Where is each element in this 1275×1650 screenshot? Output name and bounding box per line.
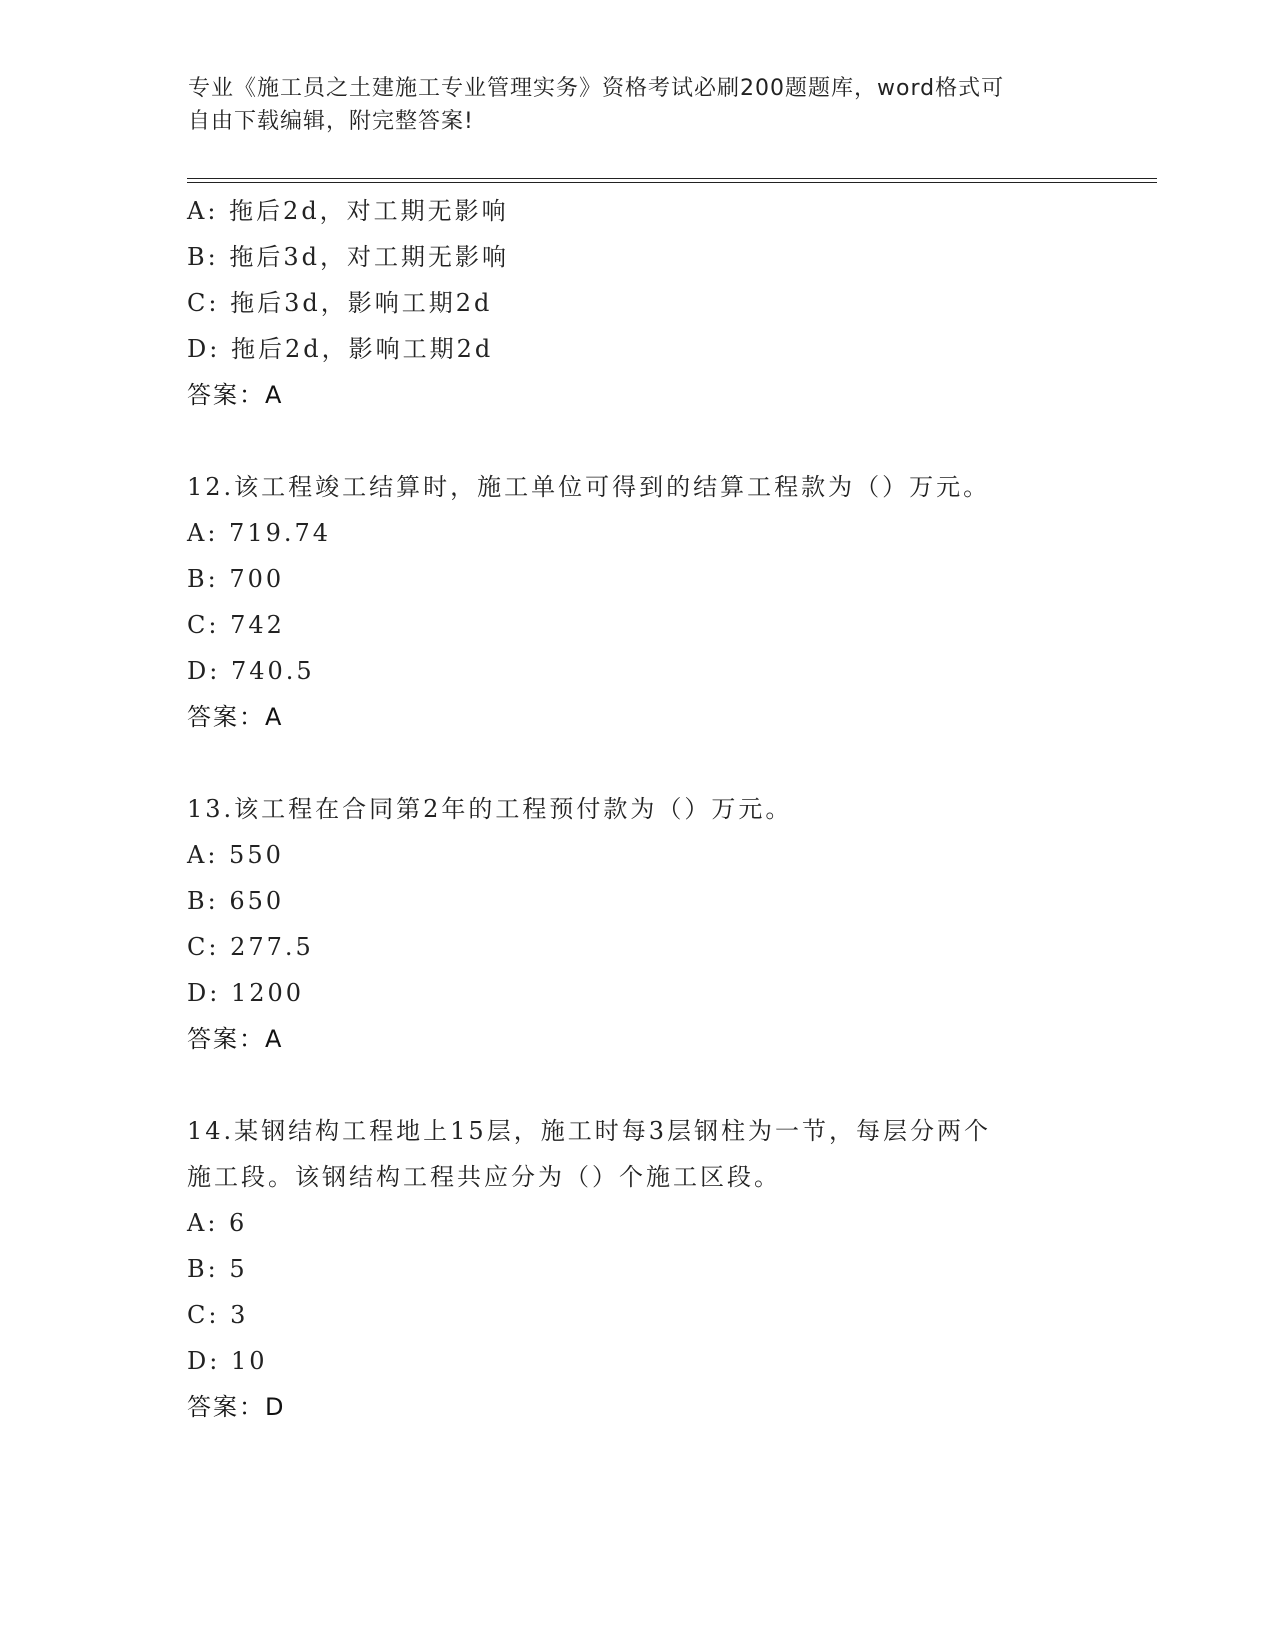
option-c: C: 742 — [187, 611, 285, 639]
answer-label: 答案：A — [187, 381, 284, 409]
question-stem-line: 13.该工程在合同第2年的工程预付款为（）万元。 — [187, 795, 793, 823]
header-title-line-1: 专业《施工员之土建施工专业管理实务》资格考试必刷200题题库，word格式可 — [188, 76, 1005, 101]
answer-label: 答案：A — [187, 1025, 284, 1053]
question-stem-line: 14.某钢结构工程地上15层，施工时每3层钢柱为一节，每层分两个 — [187, 1117, 991, 1145]
option-d: D: 740.5 — [187, 657, 315, 685]
option-a: A: 550 — [187, 841, 284, 869]
option-a: A: 719.74 — [187, 519, 332, 547]
question-13 — [187, 786, 1087, 1062]
answer-label: 答案：D — [187, 1393, 286, 1421]
question-content — [187, 188, 1087, 1430]
option-c: C: 3 — [187, 1301, 249, 1329]
question-stem — [187, 786, 1067, 832]
spacer — [187, 740, 1087, 786]
option-c: C: 拖后3d，影响工期2d — [187, 289, 493, 317]
question-stem — [187, 1108, 1067, 1200]
option-a: A: 拖后2d，对工期无影响 — [187, 197, 509, 225]
spacer — [187, 418, 1087, 464]
spacer — [187, 1062, 1087, 1108]
document-header — [188, 72, 1088, 138]
option-b: B: 5 — [187, 1255, 248, 1283]
question-12 — [187, 464, 1087, 740]
option-d: D: 10 — [187, 1347, 268, 1375]
option-a: A: 6 — [187, 1209, 248, 1237]
question-stem — [187, 464, 1067, 510]
option-c: C: 277.5 — [187, 933, 314, 961]
option-b: B: 650 — [187, 887, 285, 915]
option-d: D: 拖后2d，影响工期2d — [187, 335, 494, 363]
option-b: B: 拖后3d，对工期无影响 — [187, 243, 509, 271]
question-11 — [187, 188, 1087, 418]
question-stem-line: 12.该工程竣工结算时，施工单位可得到的结算工程款为（）万元。 — [187, 473, 991, 501]
option-b: B: 700 — [187, 565, 285, 593]
header-title-line-2: 自由下载编辑，附完整答案! — [188, 109, 474, 134]
option-d: D: 1200 — [187, 979, 305, 1007]
question-14 — [187, 1108, 1087, 1430]
answer-label: 答案：A — [187, 703, 284, 731]
question-stem-line: 施工段。该钢结构工程共应分为（）个施工区段。 — [187, 1163, 781, 1191]
header-divider — [187, 178, 1157, 183]
